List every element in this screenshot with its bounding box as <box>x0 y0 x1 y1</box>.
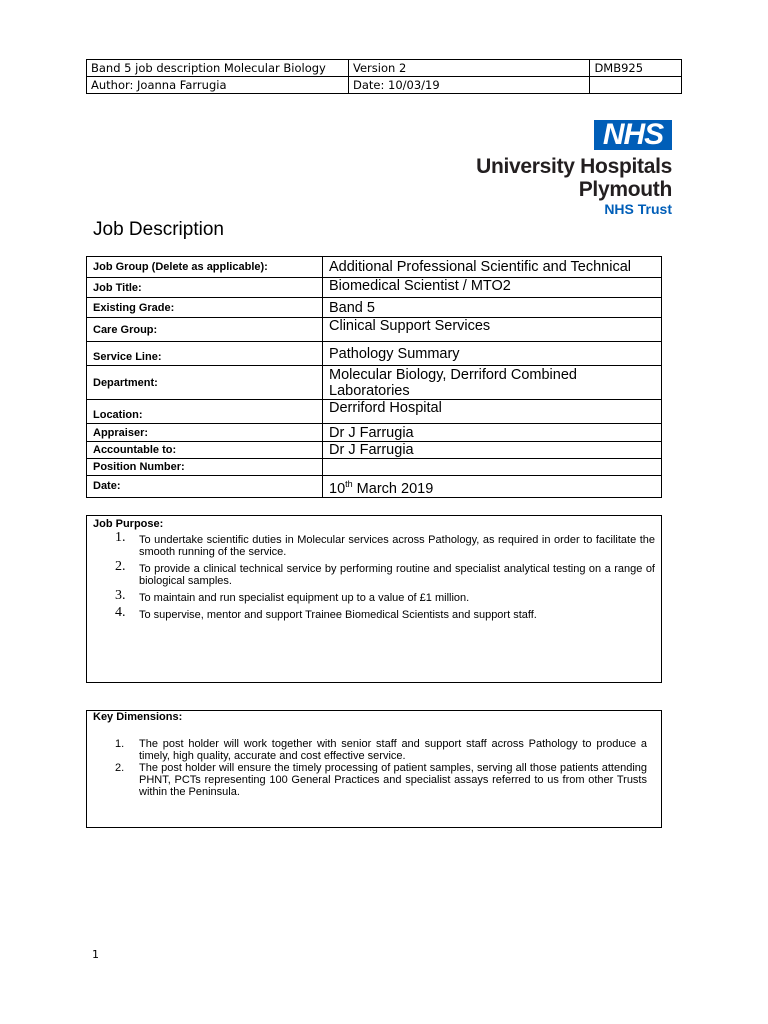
list-item-number: 2. <box>115 559 126 574</box>
list-item <box>115 530 655 558</box>
date-rest: March 2019 <box>352 480 434 497</box>
details-label: Appraiser: <box>87 424 323 442</box>
details-value: Dr J Farrugia <box>323 424 662 442</box>
details-row <box>87 298 662 318</box>
details-row <box>87 476 662 498</box>
list-item <box>115 605 655 621</box>
header-author: Author: Joanna Farrugia <box>87 77 349 94</box>
list-item <box>115 762 647 798</box>
details-label: Existing Grade: <box>87 298 323 318</box>
list-item <box>115 738 647 762</box>
header-row-1 <box>87 60 682 77</box>
list-item-text: The post holder will work together with senior staff and support staff across Pathology to produce a timely, high quality, accurate and cost effective service. <box>139 738 647 762</box>
details-row <box>87 278 662 298</box>
details-label: Date: <box>87 476 323 498</box>
nhs-logo-badge: NHS <box>594 120 672 150</box>
details-label: Service Line: <box>87 342 323 366</box>
details-row <box>87 257 662 278</box>
key-dimensions-box <box>86 710 662 828</box>
list-item-text: To undertake scientific duties in Molecular services across Pathology, as required in order to facilitate the smooth running of the service. <box>139 534 655 558</box>
header-empty-cell <box>590 77 682 94</box>
details-label: Care Group: <box>87 318 323 342</box>
details-label: Accountable to: <box>87 442 323 459</box>
list-item-text: To provide a clinical technical service by performing routine and specialist analytical testing on a range of biological samples. <box>139 563 655 587</box>
details-value: Dr J Farrugia <box>323 442 662 459</box>
details-row <box>87 400 662 424</box>
details-value: Band 5 <box>323 298 662 318</box>
key-dimensions-list <box>115 738 647 798</box>
header-row-2 <box>87 77 682 94</box>
org-name-line1: University Hospitals <box>476 155 672 178</box>
job-details-table <box>86 256 662 498</box>
date-day: 10 <box>329 480 346 497</box>
list-item-text: To supervise, mentor and support Trainee Biomedical Scientists and support staff. <box>139 609 537 621</box>
details-row <box>87 318 662 342</box>
job-purpose-title: Job Purpose: <box>93 518 164 530</box>
list-item <box>115 588 655 604</box>
details-value: Additional Professional Scientific and Technical <box>323 257 662 278</box>
details-value: Clinical Support Services <box>323 318 662 342</box>
page-title: Job Description <box>93 219 224 240</box>
list-item-number: 1. <box>115 738 125 750</box>
list-item-number: 3. <box>115 588 126 603</box>
list-item-text: The post holder will ensure the timely processing of patient samples, serving all those patients attending PHNT, PCTs representing 100 General Practices and specialist assays referred to us from other Trusts within the Peninsula. <box>139 762 647 798</box>
list-item-number: 2. <box>115 762 125 774</box>
header-doc-title: Band 5 job description Molecular Biology <box>87 60 349 77</box>
details-row <box>87 342 662 366</box>
job-purpose-list <box>115 530 655 626</box>
details-row <box>87 442 662 459</box>
details-value: Derriford Hospital <box>323 400 662 424</box>
details-label: Location: <box>87 400 323 424</box>
list-item-text: To maintain and run specialist equipment up to a value of £1 million. <box>139 592 470 604</box>
details-label: Department: <box>87 366 323 400</box>
details-value: Biomedical Scientist / MTO2 <box>323 278 662 298</box>
key-dimensions-title: Key Dimensions: <box>93 711 183 723</box>
org-name-line2: Plymouth <box>578 178 672 201</box>
job-purpose-box <box>86 515 662 683</box>
details-value <box>323 459 662 476</box>
details-value-date <box>323 476 662 498</box>
header-version: Version 2 <box>349 60 590 77</box>
document-header-table <box>86 59 682 94</box>
details-value: Pathology Summary <box>323 342 662 366</box>
details-row <box>87 459 662 476</box>
details-label: Job Group (Delete as applicable): <box>87 257 323 278</box>
list-item <box>115 559 655 587</box>
page-number: 1 <box>92 948 99 961</box>
details-value: Molecular Biology, Derriford Combined Laboratories <box>323 366 662 400</box>
details-label: Position Number: <box>87 459 323 476</box>
header-date: Date: 10/03/19 <box>349 77 590 94</box>
header-ref: DMB925 <box>590 60 682 77</box>
details-row <box>87 424 662 442</box>
details-label: Job Title: <box>87 278 323 298</box>
org-name-line3: NHS Trust <box>604 201 672 217</box>
list-item-number: 4. <box>115 605 126 620</box>
list-item-number: 1. <box>115 530 126 545</box>
date-ordinal-suffix: th <box>345 479 353 489</box>
details-row <box>87 366 662 400</box>
